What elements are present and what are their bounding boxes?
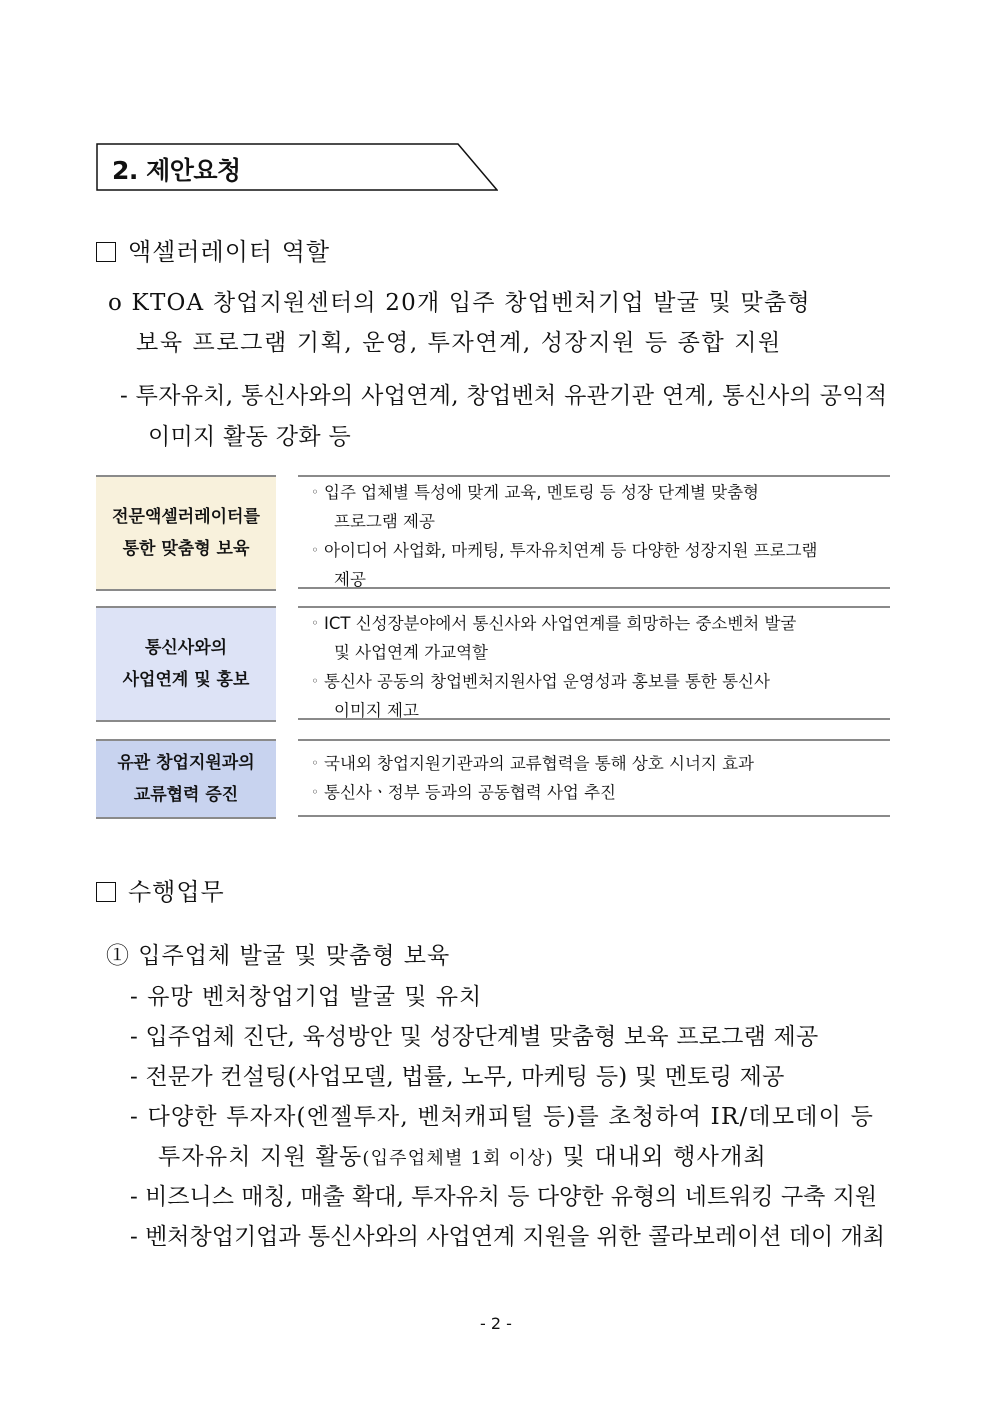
bullet-dot-icon: ◦ bbox=[311, 485, 319, 499]
task-line-6: - 비즈니스 매칭, 매출 확대, 투자유치 등 다양한 유형의 네트워킹 구축 지원 bbox=[130, 1184, 878, 1210]
role-sub-line2: 이미지 활동 강화 등 bbox=[148, 424, 351, 450]
section-title-banner bbox=[96, 143, 498, 191]
role-sub-line1: - 투자유치, 통신사와의 사업연계, 창업벤처 유관기관 연계, 통신사의 공익적 bbox=[120, 383, 888, 409]
bullet-dot-icon: ◦ bbox=[311, 543, 319, 557]
role-main-line2: 보육 프로그램 기획, 운영, 투자연계, 성장지원 등 종합 지원 bbox=[136, 330, 782, 356]
role-box-label-1-line1: 전문액셀러레이터를 bbox=[112, 507, 260, 527]
role-box-label-3-line2: 교류협력 증진 bbox=[133, 785, 239, 805]
role-box-desc-1 bbox=[298, 475, 890, 589]
checkbox-square-icon bbox=[96, 882, 116, 902]
section-title: 2. 제안요청 bbox=[112, 156, 241, 185]
role-box-desc-2 bbox=[298, 606, 890, 720]
checkbox-square-icon bbox=[96, 242, 116, 262]
bullet-dot-icon: ◦ bbox=[311, 616, 319, 630]
tasks-heading: 수행업무 bbox=[128, 878, 225, 906]
task-line-4: - 다양한 투자자(엔젤투자, 벤처캐피털 등)를 초청하여 IR/데모데이 등 bbox=[130, 1104, 875, 1130]
role-heading: 액셀러레이터 역할 bbox=[128, 238, 331, 266]
task-line-5-main: 투자유치 지원 활동 bbox=[158, 1144, 363, 1170]
bullet-dot-icon: ◦ bbox=[311, 674, 319, 688]
role-main-line1: o KTOA 창업지원센터의 20개 입주 창업벤처기업 발굴 및 맞춤형 bbox=[108, 290, 811, 316]
role-box-label-1-line2: 통한 맞춤형 보육 bbox=[122, 539, 250, 559]
role-box-3-item-2: ◦ 통신사ㆍ정부 등과의 공동협력 사업 추진 bbox=[306, 778, 890, 807]
role-box-2-item-1: ◦ ICT 신성장분야에서 통신사와 사업연계를 희망하는 중소벤처 발굴 bbox=[306, 609, 890, 638]
task-item-1-title: ① 입주업체 발굴 및 맞춤형 보육 bbox=[106, 943, 451, 969]
task-line-5 bbox=[158, 1138, 767, 1171]
tasks-heading-row bbox=[96, 872, 225, 907]
task-line-7: - 벤처창업기업과 통신사와의 사업연계 지원을 위한 콜라보레이션 데이 개최 bbox=[130, 1224, 886, 1250]
role-box-1-item-2-cont: 제공 bbox=[334, 570, 366, 589]
task-line-5-small: (입주업체별 1회 이상) bbox=[362, 1148, 555, 1169]
role-box-2-item-1-cont: 및 사업연계 가교역할 bbox=[334, 643, 488, 662]
role-box-2-item-2: ◦ 통신사 공동의 창업벤처지원사업 운영성과 홍보를 통한 통신사 bbox=[306, 667, 890, 696]
role-box-label-2 bbox=[96, 606, 276, 722]
role-box-label-3-line1: 유관 창업지원과의 bbox=[117, 753, 255, 773]
role-box-desc-3 bbox=[298, 739, 890, 817]
role-box-3-item-1: ◦ 국내외 창업지원기관과의 교류협력을 통해 상호 시너지 효과 bbox=[306, 749, 890, 778]
role-box-1-item-1-cont: 프로그램 제공 bbox=[334, 512, 435, 531]
role-heading-row bbox=[96, 232, 330, 267]
task-line-2: - 입주업체 진단, 육성방안 및 성장단계별 맞춤형 보육 프로그램 제공 bbox=[130, 1024, 819, 1050]
role-box-1-item-1: ◦ 입주 업체별 특성에 맞게 교육, 멘토링 등 성장 단계별 맞춤형 bbox=[306, 478, 890, 507]
bullet-dot-icon: ◦ bbox=[311, 756, 319, 770]
task-line-5-rest: 및 대내외 행사개최 bbox=[562, 1144, 767, 1170]
role-box-1-item-2: ◦ 아이디어 사업화, 마케팅, 투자유치연계 등 다양한 성장지원 프로그램 bbox=[306, 536, 890, 565]
role-box-label-2-line2: 사업연계 및 홍보 bbox=[122, 670, 250, 690]
task-line-1: - 유망 벤처창업기업 발굴 및 유치 bbox=[130, 984, 483, 1010]
bullet-dot-icon: ◦ bbox=[311, 785, 319, 799]
role-box-2-item-2-cont: 이미지 제고 bbox=[334, 701, 419, 720]
role-box-label-3 bbox=[96, 739, 276, 819]
page-number: - 2 - bbox=[480, 1314, 512, 1333]
task-line-3: - 전문가 컨설팅(사업모델, 법률, 노무, 마케팅 등) 및 멘토링 제공 bbox=[130, 1064, 785, 1090]
role-box-label-2-line1: 통신사와의 bbox=[144, 638, 228, 658]
role-box-label-1 bbox=[96, 475, 276, 591]
